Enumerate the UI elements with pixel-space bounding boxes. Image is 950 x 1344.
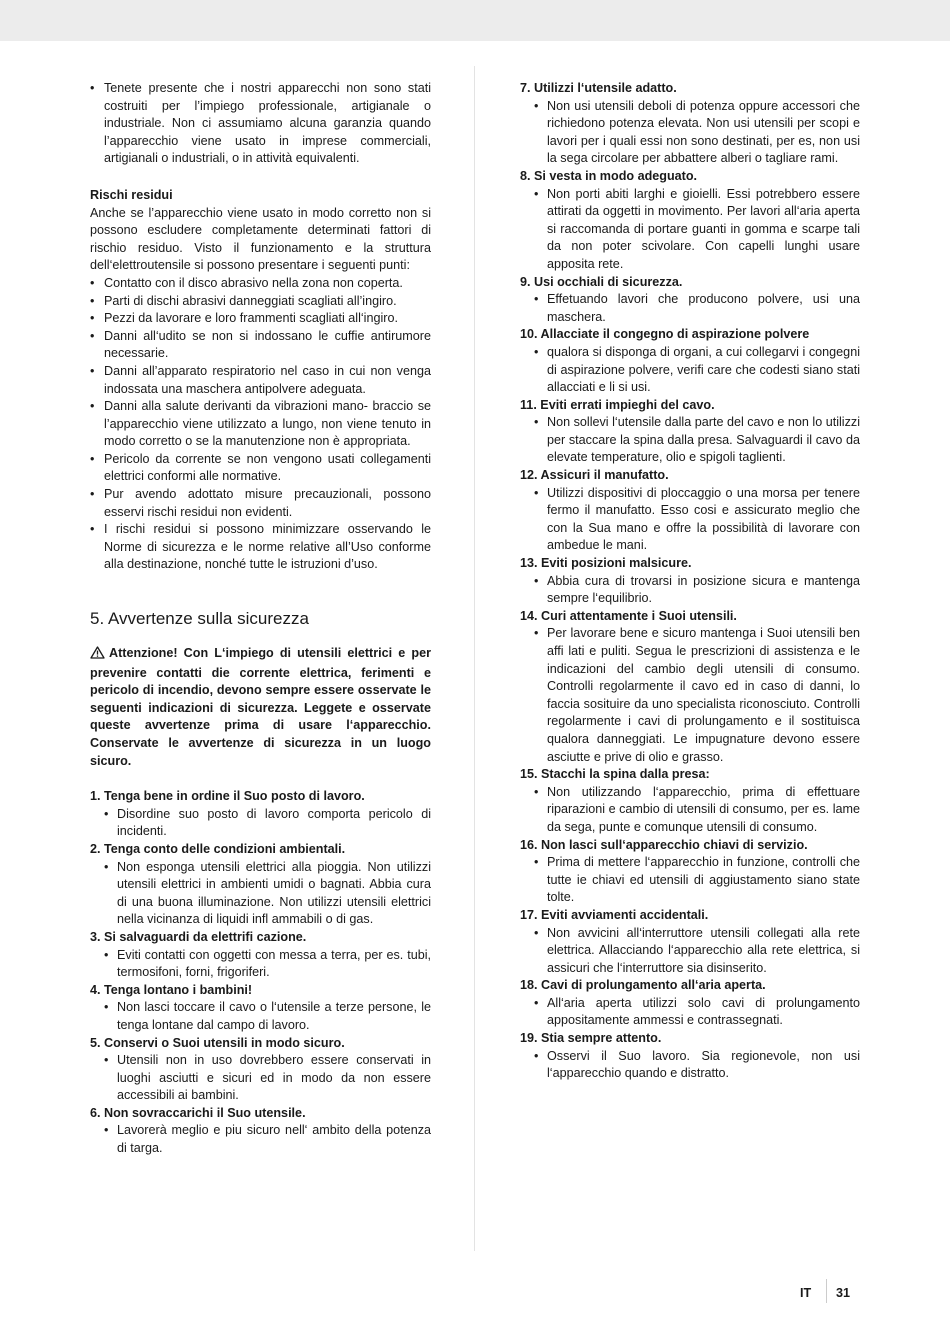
list-item: • Pur avendo adottato misure precauzionali, possono esservi rischi residui non evidenti. <box>90 486 431 521</box>
list-item: • Osservi il Suo lavoro. Sia regionevole, non usi l‘apparecchio quando e distratto. <box>520 1048 860 1083</box>
list-item: • Pericolo da corrente se non vengono usati collegamenti elettrici conformi alle normative. <box>90 451 431 486</box>
rule-17 <box>520 907 860 977</box>
list-item: • Non avvicini all‘interruttore utensili collegati alla rete elettrica. Allacciando l‘apparecchio alla rete elettrica, si assicuri che l‘interruttore sia disinserito. <box>520 925 860 978</box>
residual-risks-heading: Rischi residui <box>90 187 173 202</box>
rule-title: 19. Stia sempre attento. <box>520 1031 662 1046</box>
left-column <box>90 80 431 1158</box>
list-item: • Lavorerà meglio e piu sicuro nell‘ ambito della potenza di targa. <box>90 1122 431 1157</box>
rules-left <box>90 788 431 1157</box>
rule-title: 11. Eviti errati impieghi del cavo. <box>520 397 715 412</box>
rule-8 <box>520 168 860 274</box>
language-code: IT <box>800 1286 812 1300</box>
rule-2 <box>90 841 431 929</box>
rule-14 <box>520 608 860 766</box>
list-item: • Disordine suo posto di lavoro comporta pericolo di incidenti. <box>90 806 431 841</box>
rule-title: 4. Tenga lontano i bambini! <box>90 982 253 997</box>
rule-10 <box>520 326 860 396</box>
list-item: • Non sollevi l‘utensile dalla parte del cavo e non lo utilizzi per staccare la spina dalla presa. Salvaguardi il cavo da elevate temperature, olio e spigoli taglienti. <box>520 414 860 467</box>
rule-6 <box>90 1105 431 1158</box>
rule-title: 3. Si salvaguardi da elettrifi cazione. <box>90 929 307 944</box>
rule-title: 8. Si vesta in modo adeguato. <box>520 168 698 183</box>
list-item: • Danni all’apparato respiratorio nel caso in cui non venga indossata una maschera antipolvere adeguata. <box>90 363 431 398</box>
list-item: • Non lasci toccare il cavo o l‘utensile a terze persone, le tenga lontane dal campo di lavoro. <box>90 999 431 1034</box>
footer-divider <box>826 1279 827 1303</box>
rule-title: 2. Tenga conto delle condizioni ambientali. <box>90 841 346 856</box>
rule-title: 15. Stacchi la spina dalla presa: <box>520 767 710 782</box>
list-item: • Eviti contatti con oggetti con messa a terra, per es. tubi, termosifoni, forni, frigoriferi. <box>90 947 431 982</box>
rule-title: 7. Utilizzi l‘utensile adatto. <box>520 81 677 95</box>
rule-1 <box>90 788 431 841</box>
list-item: • Abbia cura di trovarsi in posizione sicura e mantenga sempre l‘equilibrio. <box>520 573 860 608</box>
rule-title: 14. Curi attentamente i Suoi utensili. <box>520 608 737 623</box>
list-item: • Non usi utensili deboli di potenza oppure accessori che richiedono potenza elevata. Non usi utensili per scopi e lavori per i quali essi non sono destinati, per es, non usi la sega circolare per abbattere alberi o tagliare rami. <box>520 98 860 168</box>
rule-16 <box>520 837 860 907</box>
rule-title: 6. Non sovraccarichi il Suo utensile. <box>90 1105 306 1120</box>
list-item: • qualora si disponga di organi, a cui collegarvi i congegni di aspirazione polvere, verifi care che codesti siano stati allacciati e li si usi. <box>520 344 860 397</box>
intro-list <box>90 80 431 168</box>
page-number: 31 <box>836 1286 851 1300</box>
rule-15 <box>520 766 860 836</box>
warning-triangle-icon <box>90 646 105 665</box>
warning-text: Attenzione! Con L‘impiego di utensili elettrici e per prevenire contatti die corrente elettrica, ferimenti e pericolo di incendio, devono sempre essere osservate le seguenti indicazioni di sicurezza. Leggete e osservate queste avvertenze prima di usare l‘apparecchio. Conservate le avvertenze di sicurezza in un luogo sicuro. <box>90 646 431 768</box>
list-item: • Danni alla salute derivanti da vibrazioni mano- braccio se l’apparecchio viene utilizzato a lungo, non viene tenuto in modo corretto o se la manutenzione non è appropriata. <box>90 398 431 451</box>
rule-title: 12. Assicuri il manufatto. <box>520 468 669 483</box>
rule-title: 10. Allacciate il congegno di aspirazione polvere <box>520 327 810 342</box>
rule-title: 1. Tenga bene in ordine il Suo posto di lavoro. <box>90 789 365 804</box>
list-item: • Non porti abiti larghi e gioielli. Essi potrebbero essere attirati da oggetti in movimento. Per lavori all‘aria aperta si raccomanda di portare guanti in gomma e scarpe tali da non poter scivolare. Con capelli lunghi usare apposita rete. <box>520 186 860 274</box>
rule-5 <box>90 1035 431 1105</box>
rule-9 <box>520 274 860 327</box>
list-item: • Non utilizzando l‘apparecchio, prima di effettuare riparazioni e cambio di utensili di consumo, per es. lame da sega, punte e comunque utensili di consumo. <box>520 784 860 837</box>
list-item: • I rischi residui si possono minimizzare osservando le Norme di sicurezza e le norme relative all’Uso conforme alla destinazione, nonché tutte le istruzioni d’uso. <box>90 521 431 574</box>
rule-title: 17. Eviti avviamenti accidentali. <box>520 907 709 922</box>
residual-risks-list <box>90 275 431 574</box>
list-item: • Pezzi da lavorare e loro frammenti scagliati all‘ingiro. <box>90 310 431 328</box>
list-item: • Non esponga utensili elettrici alla pioggia. Non utilizzi utensili elettrici in ambienti umidi o bagnati. Abbia cura di una buona illuminazione. Non utilizzi utensili elettrici nella vicinanza di liquidi infl ammabili o di gas. <box>90 859 431 929</box>
list-item: • All‘aria aperta utilizzi solo cavi di prolungamento appositamente ammessi e contrassegnati. <box>520 995 860 1030</box>
rule-13 <box>520 555 860 608</box>
list-item: • Utensili non in uso dovrebbero essere conservati in luoghi asciutti e sicuri ed in modo da non essere accessibili ai bambini. <box>90 1052 431 1105</box>
rule-title: 18. Cavi di prolungamento all‘aria aperta. <box>520 978 766 993</box>
list-item: • Parti di dischi abrasivi danneggiati scagliati all’ingiro. <box>90 293 431 311</box>
rule-title: 9. Usi occhiali di sicurezza. <box>520 274 683 289</box>
list-item: • Prima di mettere l‘apparecchio in funzione, controlli che tutte ie chiavi ed utensili di aggiustamento siano state tolte. <box>520 854 860 907</box>
list-item: • Tenete presente che i nostri apparecchi non sono stati costruiti per l’impiego professionale, artigianale o industriale. Non ci assumiamo alcuna garanzia quando l’apparecchio viene usato in imprese commerciali, artigianali o industriali, o in attività equivalenti. <box>90 80 431 168</box>
rule-4 <box>90 982 431 1035</box>
list-item: • Contatto con il disco abrasivo nella zona non coperta. <box>90 275 431 293</box>
rule-18 <box>520 977 860 1030</box>
section-title: 5. Avvertenze sulla sicurezza <box>90 609 309 629</box>
list-item: • Utilizzi dispositivi di ploccaggio o una morsa per tenere fermo il manufatto. Esso cosi e assicurato meglio che con la Sua mano e offre la possibilità di lavorare con ambedue le mani. <box>520 485 860 555</box>
safety-warning <box>90 645 431 770</box>
rule-3 <box>90 929 431 982</box>
rule-title: 13. Eviti posizioni malsicure. <box>520 556 692 571</box>
top-band <box>0 0 950 41</box>
rule-11 <box>520 397 860 467</box>
rule-title: 5. Conservi o Suoi utensili in modo sicuro. <box>90 1035 345 1050</box>
rule-19 <box>520 1030 860 1083</box>
rule-7 <box>520 80 860 168</box>
column-divider <box>474 66 475 1251</box>
list-item: • Effetuando lavori che producono polvere, usi una maschera. <box>520 291 860 326</box>
residual-risks-text: Anche se l’apparecchio viene usato in modo corretto non si possono escludere completamente determinati fattori di rischio residuo. Visto il funzionamento e la struttura dell‘elettroutensile si possono presentare i seguenti punti: <box>90 205 431 273</box>
rule-12 <box>520 467 860 555</box>
list-item: • Danni all‘udito se non si indossano le cuffie antirumore necessarie. <box>90 328 431 363</box>
right-column <box>520 80 860 1083</box>
list-item: • Per lavorare bene e sicuro mantenga i Suoi utensili ben affi lati e puliti. Segua le prescrizioni di assistenza e le indicazioni del cambio degli utensili di consumo. Controlli regolarmente il cavo ed in caso di danni, lo faccia sosituire da uno specialista riconosciuto. Controlli regolarmente i cavi di prolungamento e il sostituisca qualora danneggiati. Le impugnature devono essere asciutte e prive di olio e grasso. <box>520 625 860 766</box>
rule-title: 16. Non lasci sull‘apparecchio chiavi di servizio. <box>520 837 808 852</box>
